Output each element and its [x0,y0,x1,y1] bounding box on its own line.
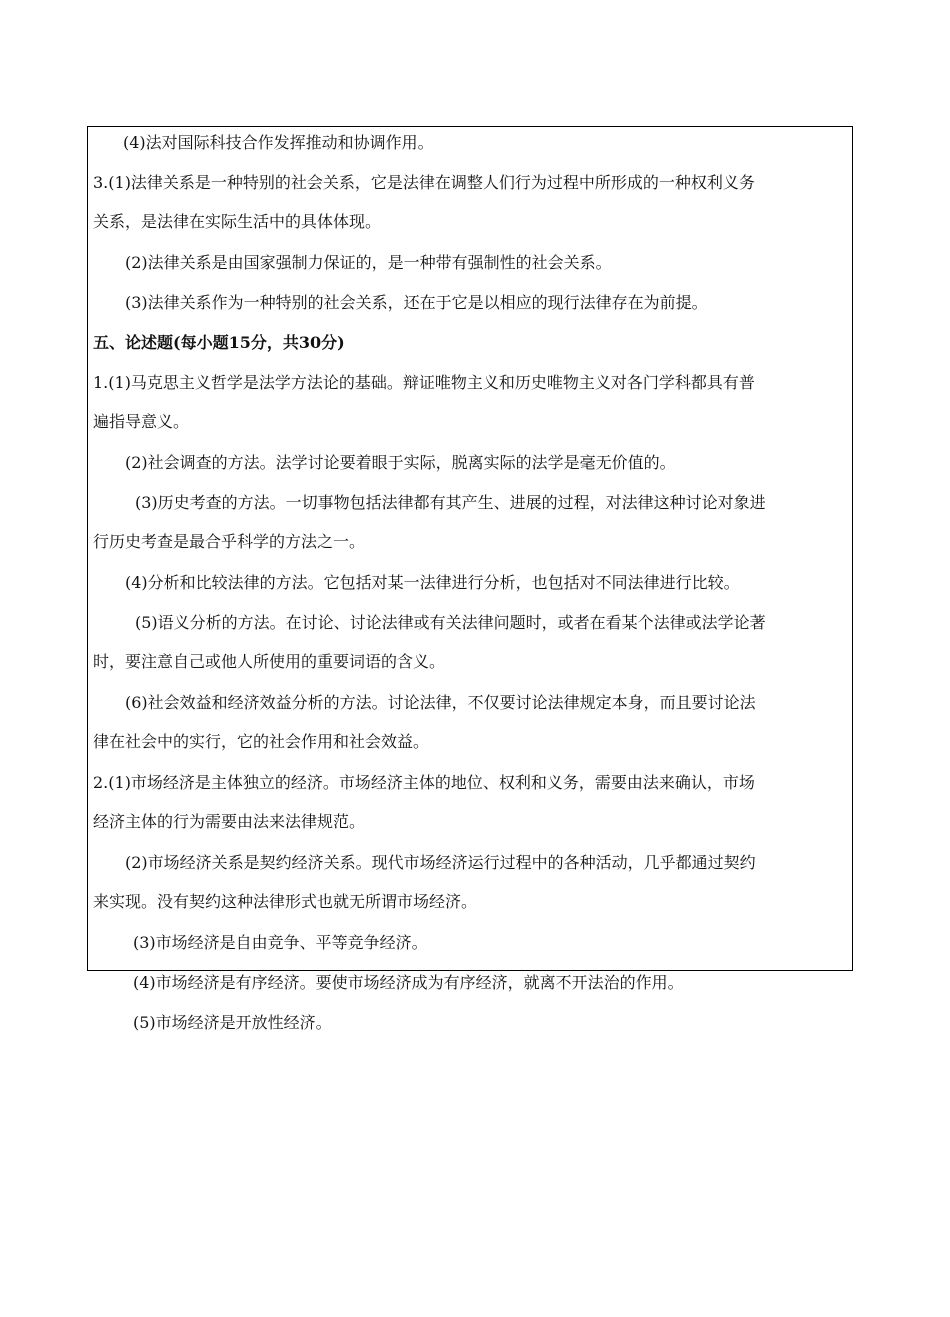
answer-box [87,126,853,1032]
text-line: 律在社会中的实行，它的社会作用和社会效益。 [93,732,430,751]
text-line: (2)社会调查的方法。法学讨论要着眼于实际，脱离实际的法学是毫无价值的。 [125,453,676,472]
text-line: (4)分析和比较法律的方法。它包括对某一法律进行分析，也包括对不同法律进行比较。 [125,573,740,592]
text-line: (3)市场经济是自由竞争、平等竞争经济。 [133,933,428,952]
text-line: (2)市场经济关系是契约经济关系。现代市场经济运行过程中的各种活动，几乎都通过契约 [125,853,756,872]
text-line: 行历史考查是最合乎科学的方法之一。 [93,532,366,551]
text-line: (5)市场经济是开放性经济。 [133,1013,332,1032]
text-line: (2)法律关系是由国家强制力保证的，是一种带有强制性的社会关系。 [125,253,612,272]
text-line: 关系，是法律在实际生活中的具体体现。 [93,212,382,231]
text-line: 2.(1)市场经济是主体独立的经济。市场经济主体的地位、权利和义务，需要由法来确认，市场 [93,773,755,792]
text-line: 1.(1)马克思主义哲学是法学方法论的基础。辩证唯物主义和历史唯物主义对各门学科都具有普 [93,373,755,392]
text-line: 时，要注意自己或他人所使用的重要词语的含义。 [93,652,446,671]
text-line: 3.(1)法律关系是一种特别的社会关系，它是法律在调整人们行为过程中所形成的一种权利义务 [93,173,755,192]
text-line: (4)法对国际科技合作发挥推动和协调作用。 [123,133,434,152]
text-line: (3)法律关系作为一种特别的社会关系，还在于它是以相应的现行法律存在为前提。 [125,293,708,312]
text-line: (5)语义分析的方法。在讨论、讨论法律或有关法律问题时，或者在看某个法律或法学论著 [135,613,766,632]
text-line: 经济主体的行为需要由法来法律规范。 [93,812,366,831]
text-line: 遍指导意义。 [93,412,190,431]
text-line: (6)社会效益和经济效益分析的方法。讨论法律，不仅要讨论法律规定本身，而且要讨论法 [125,693,756,712]
section-heading: 五、论述题(每小题15分，共30分) [93,333,345,352]
text-line: 来实现。没有契约这种法律形式也就无所谓市场经济。 [93,892,478,911]
text-line: (4)市场经济是有序经济。要使市场经济成为有序经济，就离不开法治的作用。 [133,973,684,992]
text-line: (3)历史考查的方法。一切事物包括法律都有其产生、进展的过程，对法律这种讨论对象进 [135,493,766,512]
